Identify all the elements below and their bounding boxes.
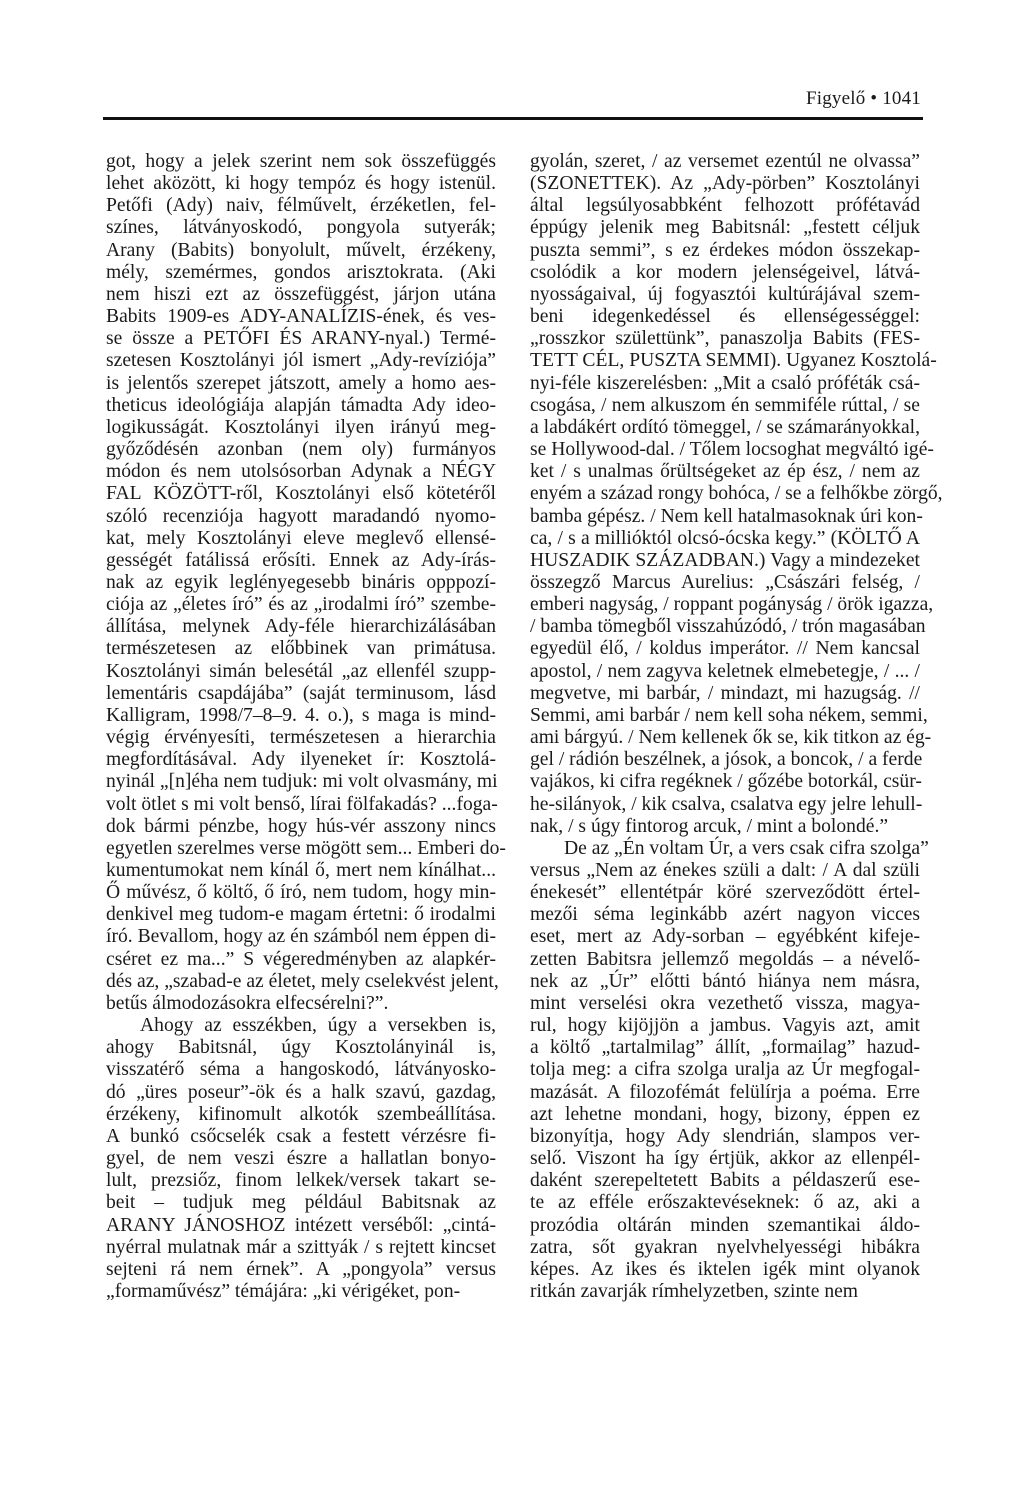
text-line: Babits 1909-es ADY-ANALÍZIS-ének, és ves-: [106, 306, 496, 328]
text-line: A bunkó csőcselék csak a festett vérzésre fi-: [106, 1125, 496, 1147]
text-line: író. Bevallom, hogy az én számból nem éppen di-: [106, 926, 496, 948]
text-line: éppúgy jelenik meg Babitsnál: „festett céljuk: [530, 217, 920, 239]
text-line: megfordításával. Ady ilyeneket ír: Kosztolá-: [106, 749, 496, 771]
text-line: prozódia oltárán minden szemantikai áldo-: [530, 1214, 920, 1236]
text-line: nak az egyik leglényegesebb bináris opppozí-: [106, 571, 496, 593]
text-line: gességét fatálissá erősíti. Ennek az Ady-írás-: [106, 549, 496, 571]
text-line: lehet aközött, ki hogy tempóz és hogy istenül.: [106, 173, 496, 195]
text-line: kumentumokat nem kínál ő, mert nem kínálhat...: [106, 860, 496, 881]
text-line: betűs álmodozásokra elfecsérelni?”.: [106, 992, 389, 1014]
text-line: Ő művész, ő költő, ő író, nem tudom, hogy min-: [106, 882, 496, 904]
text-line: ritkán zavarják rímhelyzetben, szinte nem: [530, 1280, 859, 1302]
text-line: „formaművész” témájára: „ki vérigéket, pon-: [106, 1280, 461, 1302]
text-line: zetten Babitsra jellemző megoldás – a névelő-: [530, 948, 920, 970]
text-line: bamba gépész. / Nem kell hatalmasoknak úri kon-: [530, 505, 923, 527]
text-line: ket / s unalmas őrültségeket az ép ész, / nem az: [530, 461, 920, 483]
text-line: lementáris csapdájába” (saját terminusom, lásd: [106, 682, 496, 704]
text-line: nem hiszi ezt az összefüggést, járjon utána: [106, 283, 496, 305]
text-line: Arany (Babits) bonyolult, művelt, érzékeny,: [106, 239, 496, 261]
text-line: denkivel meg tudom-e magam értetni: ő irodalmi: [106, 904, 496, 926]
text-line: nek az „Úr” előtti bántó hiánya nem másra,: [530, 970, 920, 992]
text-line: theticus ideológiája alapján támadta Ady ideo-: [106, 394, 496, 416]
left-column: [106, 151, 506, 1303]
text-line: szóló recenziója hagyott maradandó nyomo-: [106, 505, 496, 527]
text-line: TETT CÉL, PUSZTA SEMMI). Ugyanez Kosztolá-: [530, 350, 937, 372]
text-line: kat, mely Kosztolányi eleve meglevő ellensé-: [106, 527, 496, 549]
text-line: ciója az „életes író” és az „irodalmi író” szembe-: [106, 594, 496, 616]
text-line: rul, hogy kijöjjön a jambus. Vagyis azt, amit: [530, 1015, 920, 1037]
right-column: [530, 151, 943, 1303]
text-line: Ahogy az esszékben, úgy a versekben is,: [140, 1015, 496, 1037]
text-line: ARANY JÁNOSHOZ intézett verséből: „cintá-: [106, 1214, 496, 1236]
text-line: a költő „tartalmilag” állít, „formailag” hazud-: [530, 1037, 920, 1059]
text-line: gel / rádión beszélnek, a jósok, a boncok, / a ferde: [530, 749, 923, 771]
text-line: ami bárgyú. / Nem kellenek ők se, kik titkon az ég-: [530, 727, 932, 749]
text-line: állítása, melynek Ady-féle hierarchizálásában: [106, 616, 496, 638]
text-line: gyel, de nem veszi észre a hallatlan bonyo-: [106, 1148, 496, 1170]
text-line: daként szerepeltetett Babits a példaszerű ese-: [530, 1170, 920, 1192]
text-line: mély, szemérmes, gondos arisztokrata. (Aki: [106, 261, 496, 283]
text-line: végig érvényesíti, természetesen a hierarchia: [106, 727, 496, 749]
text-line: beit – tudjuk meg például Babitsnak az: [106, 1192, 496, 1214]
text-line: mint verselési okra vezethető vissza, magya-: [530, 992, 920, 1014]
text-line: természetesen az előbbinek van primátusa.: [106, 638, 496, 660]
text-line: nyi-féle kiszerelésben: „Mit a csaló próféták csá-: [530, 372, 920, 394]
text-line: selő. Viszont ha így értjük, akkor az ellenpél-: [530, 1148, 920, 1170]
text-line: te az efféle erőszaktevéseknek: ő az, aki a: [530, 1192, 920, 1214]
text-line: Kalligram, 1998/7–8–9. 4. o.), s maga is mind-: [106, 704, 496, 726]
text-line: gyolán, szeret, / az versemet ezentúl ne olvassa”: [530, 151, 920, 172]
text-line: nak, / s úgy fintorog arcuk, / mint a bolondé.”: [530, 815, 889, 837]
text-line: megvetve, mi barbár, / mindazt, mi hazugság. //: [530, 682, 920, 704]
text-line: enyém a század rongy bohóca, / se a felhőkbe zörgő,: [530, 483, 943, 505]
text-line: lult, prezsiőz, finom lelkek/versek takart se-: [106, 1170, 496, 1192]
text-line: módon és nem utolsósorban Adynak a NÉGY: [106, 461, 496, 483]
text-line: mezői séma leginkább azért nagyon vicces: [530, 904, 920, 926]
text-line: FAL KÖZÖTT-ről, Kosztolányi első kötetéről: [106, 483, 496, 505]
text-line: dok bármi pénzbe, hogy hús-vér asszony nincs: [106, 815, 496, 837]
text-line: logikusságát. Kosztolányi ilyen irányú meg-: [106, 416, 496, 438]
text-line: zatra, sőt gyakran nyelvhelyességi hibákra: [530, 1236, 920, 1258]
text-line: puszta semmi”, s ez érdekes módon összekap-: [530, 239, 920, 261]
text-line: Petőfi (Ady) naiv, félművelt, érzéketlen, fel-: [106, 195, 496, 217]
text-line: győződésén azonban (nem oly) furmányos: [106, 439, 496, 461]
text-line: dés az, „szabad-e az életet, mely cselekvést jelent,: [106, 970, 499, 992]
text-line: (SZONETTEK). Az „Ady-pörben” Kosztolányi: [530, 173, 920, 195]
text-line: egyedül élő, / koldus imperátor. // Nem kancsal: [530, 638, 920, 660]
text-line: színes, látványoskodó, pongyola sutyerák;: [106, 217, 496, 239]
text-line: cséret ez ma...” S végeredményben az alapkér-: [106, 948, 496, 970]
text-line: ahogy Babitsnál, úgy Kosztolányinál is,: [106, 1037, 496, 1059]
text-line: is jelentős szerepet játszott, amely a homo aes-: [106, 372, 496, 394]
text-line: emberi nagyság, / roppant pogányság / örök igazza,: [530, 594, 934, 616]
text-line: csogása, / nem alkuszom én semmiféle rúttal, / se: [530, 394, 920, 416]
text-line: nyérral mulatnak már a szittyák / s rejtett kincset: [106, 1236, 496, 1258]
text-line: érzékeny, kifinomult alkotók szembeállítása.: [106, 1103, 496, 1125]
text-line: / bamba tömegből visszahúzódó, / trón magasában: [530, 616, 926, 638]
text-line: se össze a PETŐFI ÉS ARANY-nyal.) Termé-: [106, 328, 496, 350]
text-line: vajákos, ki cifra regéknek / gőzébe botorkál, csür-: [530, 771, 922, 793]
text-line: mazását. A filozofémát felülírja a poéma. Erre: [530, 1081, 920, 1103]
text-line: ca, / s a millióktól olcsó-ócska kegy.” (KÖLTŐ A: [530, 527, 920, 549]
text-line: énekesét” ellentétpár köré szerveződött értel-: [530, 882, 920, 904]
text-line: képes. Az ikes és iktelen igék mint olyanok: [530, 1258, 920, 1280]
text-line: De az „Én voltam Úr, a vers csak cifra szolga”: [564, 837, 929, 859]
text-line: versus „Nem az énekes szüli a dalt: / A dal szüli: [530, 860, 920, 881]
text-line: nyinál „[n]éha nem tudjuk: mi volt olvasmány, mi: [106, 771, 498, 793]
text-line: azt lehetne mondani, hogy, bizony, éppen ez: [530, 1103, 920, 1125]
text-line: összegző Marcus Aurelius: „Császári felség, /: [530, 571, 920, 593]
text-line: Kosztolányi simán belesétál „az ellenfél szupp-: [106, 660, 496, 682]
text-line: HUSZADIK SZÁZADBAN.) Vagy a mindezeket: [530, 549, 920, 571]
text-line: he-silányok, / kik csalva, csalatva egy jelre lehull-: [530, 793, 923, 815]
text-line: Semmi, ami barbár / nem kell soha nékem, semmi,: [530, 704, 928, 726]
text-line: apostol, / nem zagyva keletnek elmebetegje, / ... /: [530, 660, 920, 682]
text-line: dó „üres poseur”-ök és a halk szavú, gazdag,: [106, 1081, 496, 1103]
text-line: tolja meg: a cifra szolga uralja az Úr megfogal-: [530, 1059, 920, 1081]
text-line: nyosságaival, új fogyasztói kultúrájával szem-: [530, 283, 920, 305]
text-line: csolódik a kor modern jelenségeivel, látvá-: [530, 261, 920, 283]
text-line: szetesen Kosztolányi jól ismert „Ady-revíziója”: [106, 350, 496, 372]
text-line: beni idegenkedéssel és ellenségességgel:: [530, 306, 920, 328]
text-line: egyetlen szerelmes verse mögött sem... Emberi do-: [106, 837, 506, 859]
text-line: „rosszkor születtünk”, panaszolja Babits (FES-: [530, 328, 920, 350]
text-line: se Hollywood-dal. / Tőlem locsoghat megváltó igé-: [530, 439, 934, 461]
text-line: got, hogy a jelek szerint nem sok összefüggés: [106, 151, 496, 172]
running-header: [103, 88, 923, 118]
text-line: a labdákért ordító tömeggel, / se számarányokkal,: [530, 416, 920, 438]
text-line: volt ötlet s mi volt benső, lírai fölfakadás? ...foga-: [106, 793, 498, 815]
text-line: visszatérő séma a hangoskodó, látványosko-: [106, 1059, 496, 1081]
text-line: eset, mert az Ady-sorban – egyébként kifeje-: [530, 926, 920, 948]
page-header-title: Figyelő • 1041: [805, 88, 921, 109]
text-line: által legsúlyosabbként felhozott prófétavád: [530, 195, 920, 217]
header-rule: [103, 117, 923, 120]
text-line: sejteni rá nem érnek”. A „pongyola” versus: [106, 1258, 496, 1280]
text-line: bizonyítja, hogy Ady slendrián, slampos ver-: [530, 1125, 920, 1147]
